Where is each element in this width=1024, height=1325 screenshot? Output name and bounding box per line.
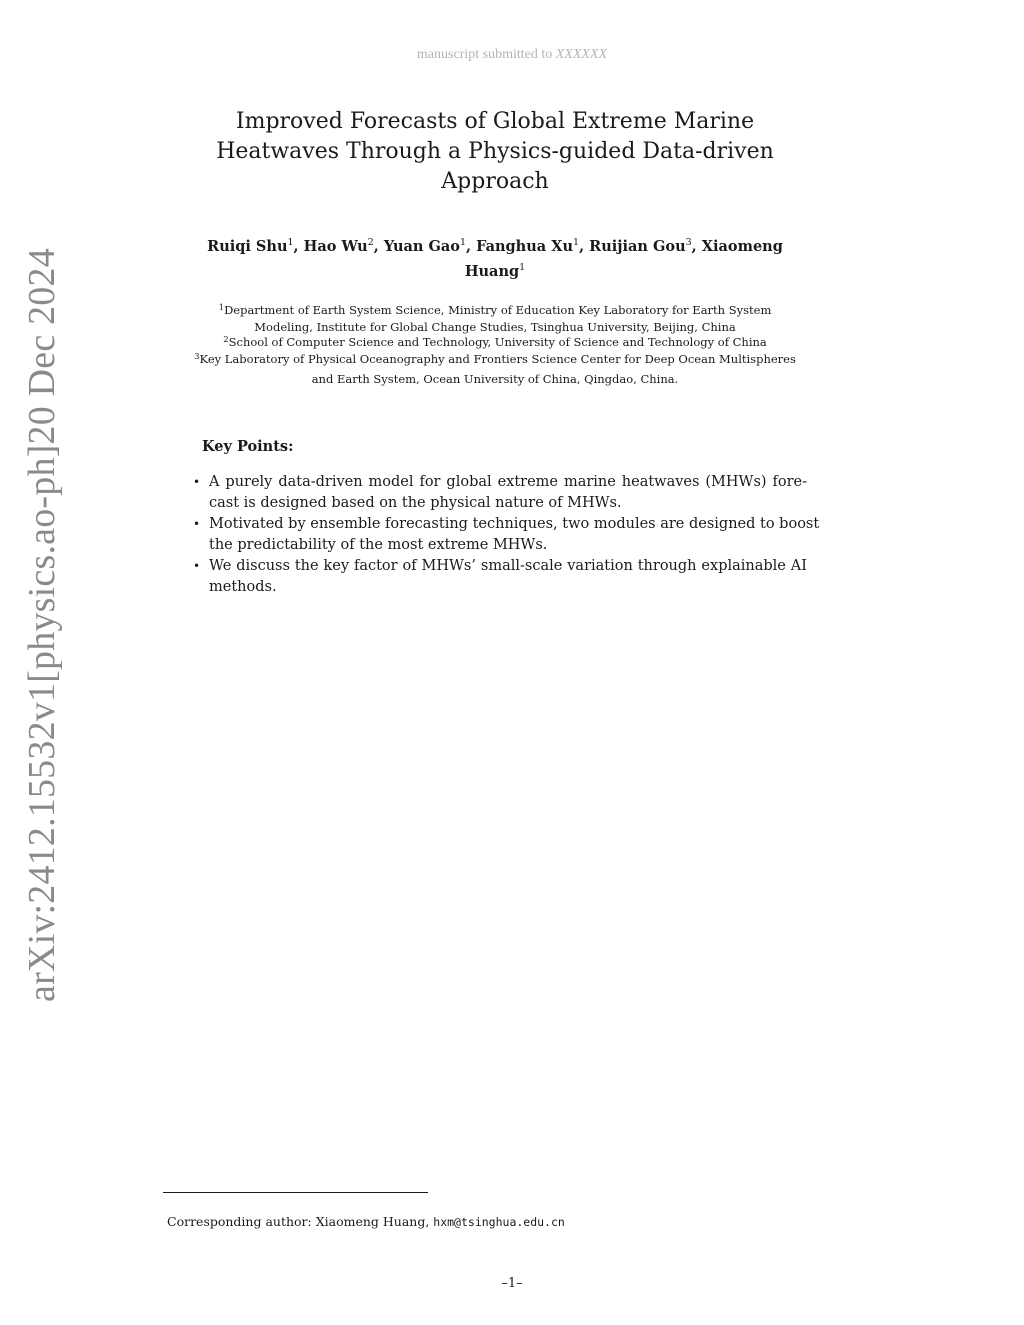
affiliation-number: 1 [218,303,225,313]
journal-name: XXXXXX [555,47,608,62]
author-affiliation-mark: 3 [685,237,692,248]
affiliation-text: Key Laboratory of Physical Oceanography and Frontiers Science Center for Deep Ocean Multispheres [199,352,796,366]
key-point-item [192,514,820,555]
author-email-link[interactable]: hxm@tsinghua.edu.cn [433,1215,565,1229]
author-separator: , [466,238,477,255]
title-line: Approach [441,169,549,194]
page-number: –1– [501,1276,523,1291]
author-list [170,232,820,282]
author-name: Hao Wu [303,238,368,255]
affiliation-list [165,301,825,387]
arxiv-id: arXiv:2412.15532v1 [21,682,63,1002]
key-points-list [192,472,820,598]
affiliation-line [165,333,825,350]
author-separator: , [373,238,384,255]
affiliation-number: 2 [223,335,229,345]
manuscript-header [0,47,1024,63]
footnote-divider [163,1192,428,1193]
author-separator: , [691,238,702,255]
corresponding-author-footnote [167,1214,565,1229]
author-name: Yuan Gao [383,238,460,255]
affiliation-text: Department of Earth System Science, Ministry of Education Key Laboratory for Earth System [224,303,772,317]
key-point-item [192,556,807,597]
arxiv-date: 20 Dec 2024 [21,248,63,445]
arxiv-category: [physics.ao-ph] [21,444,63,683]
author-affiliation-mark: 1 [573,237,580,248]
affiliation-1 [165,301,825,335]
author-line-1 [170,232,820,257]
affiliation-text: School of Computer Science and Technology, University of Science and Technology of China [228,335,767,349]
key-point-line: Motivated by ensemble forecasting techniques, two modules are designed to boost [209,516,820,532]
affiliation-line: Modeling, Institute for Global Change Studies, Tsinghua University, Beijing, China [254,320,736,334]
key-point-line: cast is designed based on the physical nature of MHWs. [209,494,622,511]
bullet-icon: • [193,517,201,531]
key-point-line: methods. [209,578,277,595]
key-point-line: We discuss the key factor of MHWs’ small-scale variation through explainable AI [209,558,807,574]
affiliation-number: 3 [194,352,200,362]
paper-title [160,107,830,197]
affiliation-line: and Earth System, Ocean University of China, Qingdao, China. [311,372,679,386]
author-affiliation-mark: 1 [287,237,294,248]
key-point-item [192,472,807,513]
author-line-2 [170,257,820,282]
author-affiliation-mark: 1 [459,237,466,248]
author-name: Huang [464,263,520,280]
key-point-line: the predictability of the most extreme MHWs. [209,536,548,553]
author-name: Xiaomeng [701,238,783,255]
bullet-icon: • [193,475,201,489]
author-name: Fanghua Xu [476,238,574,255]
author-separator: , [293,238,304,255]
affiliation-line [165,350,825,367]
manuscript-header-prefix: manuscript submitted to [416,47,556,62]
author-affiliation-mark: 2 [367,237,374,248]
affiliation-line [165,301,825,318]
arxiv-stamp [20,248,64,1002]
author-name: Ruiqi Shu [207,238,288,255]
title-line: Improved Forecasts of Global Extreme Marine [235,109,755,134]
footnote-label: Corresponding author: Xiaomeng Huang, [167,1214,434,1229]
affiliation-2 [165,333,825,350]
affiliation-3 [165,350,825,387]
key-point-line: A purely data-driven model for global extreme marine heatwaves (MHWs) fore- [209,474,807,490]
author-separator: , [579,238,590,255]
title-line: Heatwaves Through a Physics-guided Data-driven [216,139,774,164]
author-affiliation-mark: 1 [519,262,526,273]
key-points-heading: Key Points: [202,438,294,455]
author-name: Ruijian Gou [589,238,686,255]
bullet-icon: • [193,559,201,573]
